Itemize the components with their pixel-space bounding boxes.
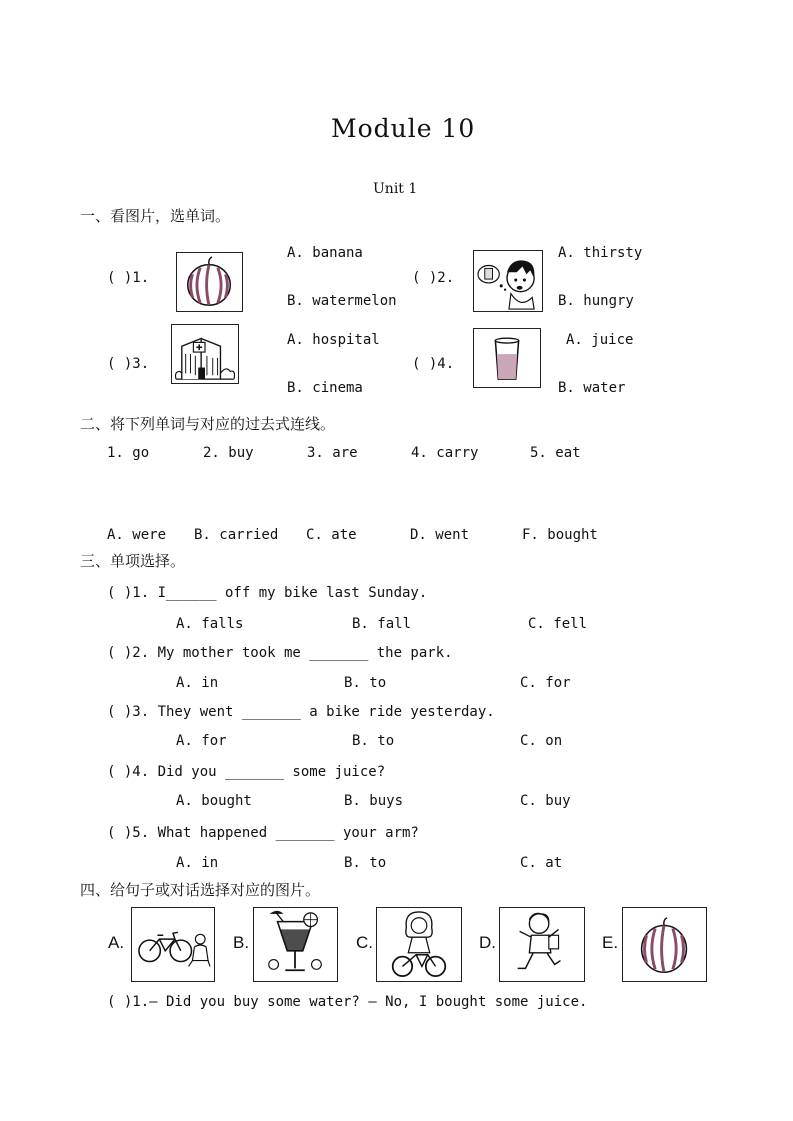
s2-past-bought: F. bought xyxy=(522,527,598,543)
s1-item1-option-b: B. watermelon xyxy=(287,293,397,309)
s3-q1-option-b: B. fall xyxy=(352,616,412,632)
s1-item3-number: ( )3. xyxy=(107,356,150,372)
s1-item1-number: ( )1. xyxy=(107,270,150,286)
glass-of-water-icon xyxy=(473,328,541,388)
s3-q5-option-a: A. in xyxy=(176,855,219,871)
s3-question-1: ( )1. I______ off my bike last Sunday. xyxy=(107,585,428,601)
s3-q3-option-b: B. to xyxy=(352,733,395,749)
s2-past-were: A. were xyxy=(107,527,167,543)
s1-item1-option-a: A. banana xyxy=(287,245,363,261)
bicycle-and-boy-icon xyxy=(131,907,215,982)
hospital-icon xyxy=(171,324,239,384)
thirsty-boy-icon xyxy=(473,250,543,312)
section2-heading: 二、将下列单词与对应的过去式连线。 xyxy=(80,415,336,433)
s1-item4-number: ( )4. xyxy=(412,356,455,372)
s2-past-carried: B. carried xyxy=(194,527,279,543)
section1-heading: 一、看图片，选单词。 xyxy=(80,207,231,225)
s3-q5-option-c: C. at xyxy=(520,855,563,871)
s3-q4-option-c: C. buy xyxy=(520,793,571,809)
s3-q4-option-b: B. buys xyxy=(344,793,404,809)
s3-question-5: ( )5. What happened _______ your arm? xyxy=(107,825,419,841)
s2-word-are: 3. are xyxy=(307,445,358,461)
s2-word-carry: 4. carry xyxy=(411,445,479,461)
s3-q3-option-a: A. for xyxy=(176,733,227,749)
s1-item3-option-b: B. cinema xyxy=(287,380,363,396)
s1-item2-option-b: B. hungry xyxy=(558,293,634,309)
page-title: Module 10 xyxy=(331,114,476,143)
s2-past-ate: C. ate xyxy=(306,527,357,543)
s1-item4-option-a: A. juice xyxy=(566,332,634,348)
s1-item3-option-a: A. hospital xyxy=(287,332,380,348)
juice-drink-icon xyxy=(253,907,338,982)
s3-q3-option-c: C. on xyxy=(520,733,563,749)
s3-q4-option-a: A. bought xyxy=(176,793,252,809)
s3-question-2: ( )2. My mother took me _______ the park. xyxy=(107,645,453,661)
s4-label-a: A. xyxy=(108,933,125,952)
watermelon-icon xyxy=(622,907,707,982)
watermelon-icon xyxy=(176,252,243,312)
s3-q2-option-b: B. to xyxy=(344,675,387,691)
s3-q5-option-b: B. to xyxy=(344,855,387,871)
s2-past-went: D. went xyxy=(410,527,470,543)
running-boy-icon xyxy=(499,907,585,982)
s4-label-c: C. xyxy=(356,933,373,952)
s1-item2-number: ( )2. xyxy=(412,270,455,286)
section4-heading: 四、给句子或对话选择对应的图片。 xyxy=(80,881,321,899)
s3-q2-option-c: C. for xyxy=(520,675,571,691)
s2-word-eat: 5. eat xyxy=(530,445,581,461)
s4-label-e: E. xyxy=(602,933,619,952)
s1-item4-option-b: B. water xyxy=(558,380,626,396)
unit-heading: Unit 1 xyxy=(373,181,418,197)
s3-q1-option-a: A. falls xyxy=(176,616,244,632)
s3-question-3: ( )3. They went _______ a bike ride yesterday. xyxy=(107,704,495,720)
s2-word-buy: 2. buy xyxy=(203,445,254,461)
s2-word-go: 1. go xyxy=(107,445,150,461)
s3-q1-option-c: C. fell xyxy=(528,616,588,632)
s3-q2-option-a: A. in xyxy=(176,675,219,691)
girl-riding-bike-icon xyxy=(376,907,462,982)
section3-heading: 三、单项选择。 xyxy=(80,552,186,570)
s4-question-1: ( )1.— Did you buy some water? — No, I bought some juice. xyxy=(107,994,588,1010)
s1-item2-option-a: A. thirsty xyxy=(558,245,643,261)
s3-question-4: ( )4. Did you _______ some juice? xyxy=(107,764,386,780)
s4-label-b: B. xyxy=(233,933,250,952)
s4-label-d: D. xyxy=(479,933,496,952)
